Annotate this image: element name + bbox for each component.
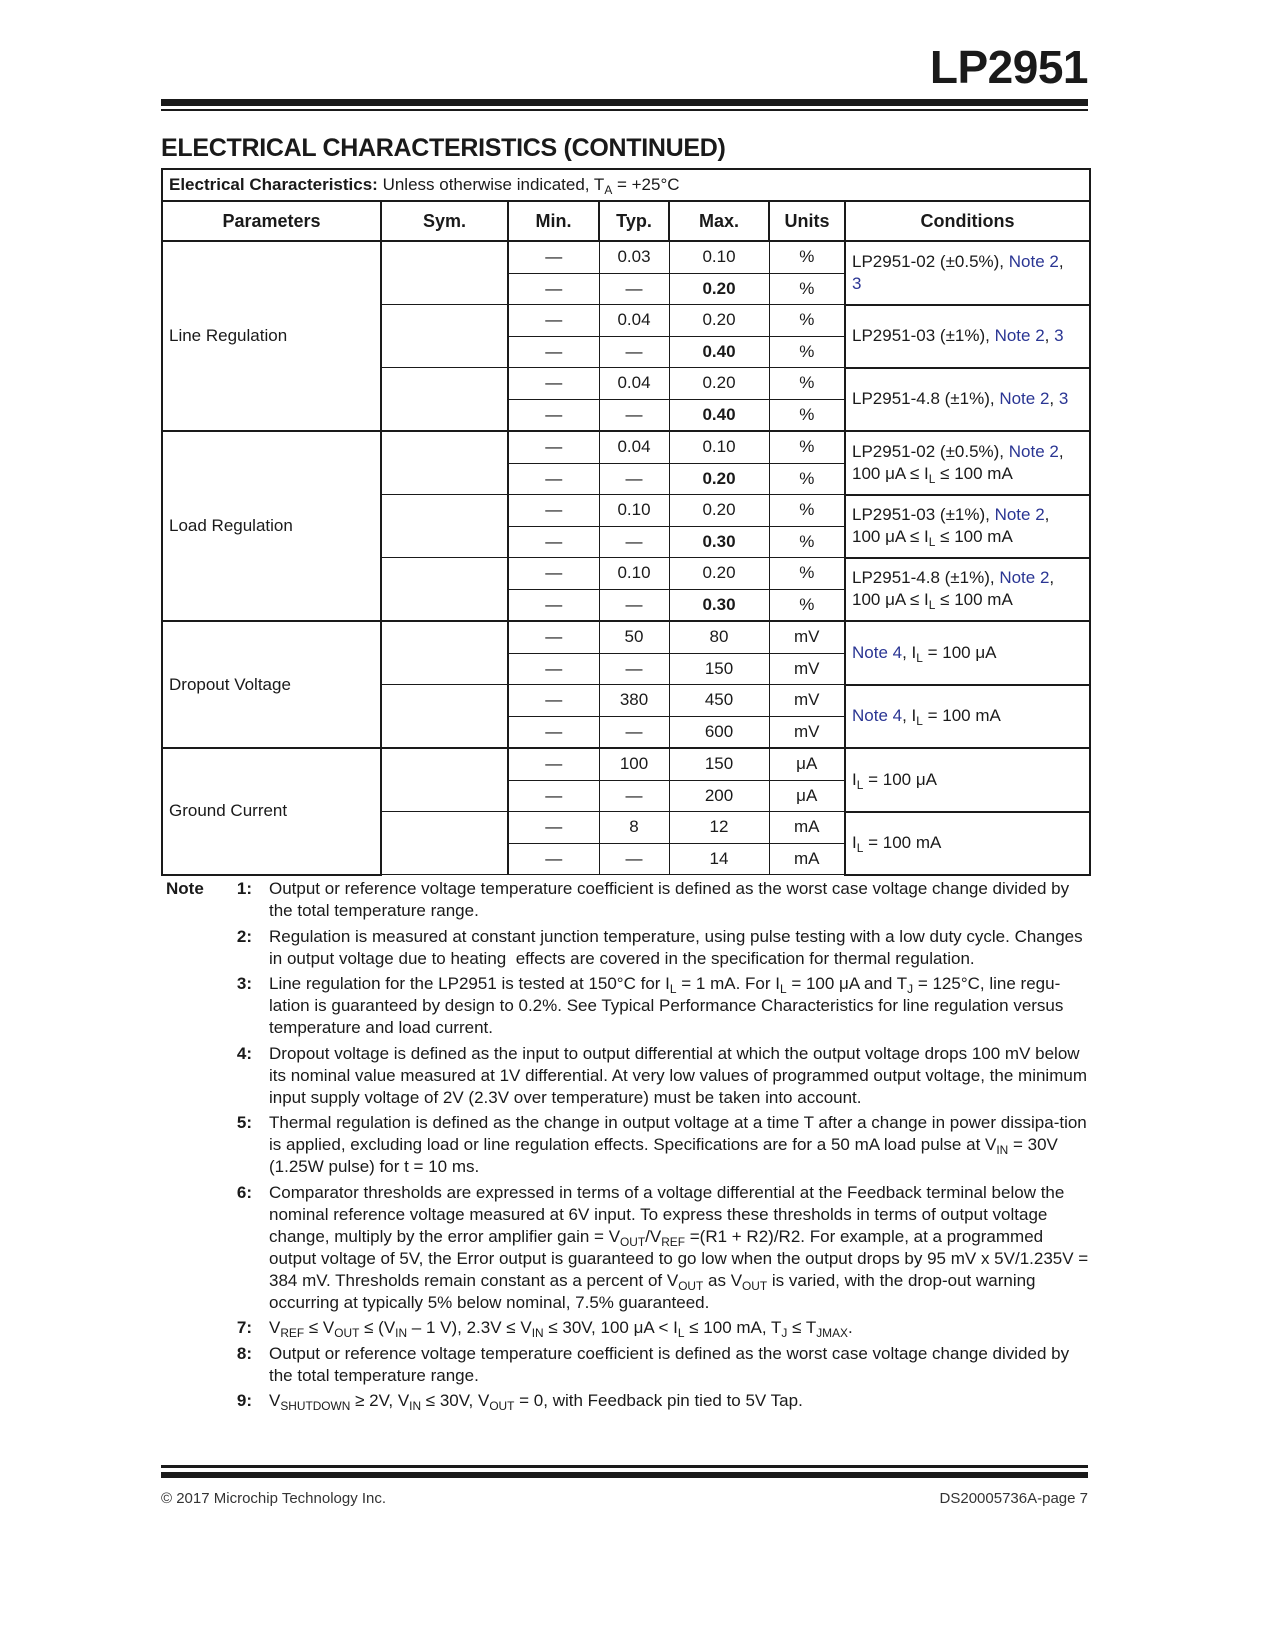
typ-cell: — [599,526,669,558]
note-text: Comparator thresholds are expressed in terms of a voltage differential at the Feedback terminal below the nominal reference voltage measured at 6V input. To express these thresholds in terms of output voltage change, multiply by the error amplifier gain = $V_{OUT}/V_{REF} =(R1 + R2)/R2$. For example, at a programmed output voltage of 5V, the Error output is guaranteed to go low when the output drops by 95 mV x 5V/1.235V = 384 mV. Thresholds remain constant as a percent of $V_{OUT}$ as $V_{OUT}$ is varied, with the drop-out warning occurring at typically 5% below nominal, 7.5% guaranteed. [269,1182,1089,1312]
note-text: $V_{SHUTDOWN} \ge 2V$, $V_{IN} \le 30V$, $V_{OUT} = 0$, with Feedback pin tied to 5V Tap. [269,1391,803,1413]
note-text: Output or reference voltage temperature coefficient is defined as the worst case voltage change divided by the total temperature range. [269,1343,1070,1385]
max-cell: 0.20 [669,273,769,305]
sym-cell [381,621,508,685]
note-number: 9: [236,1391,252,1410]
note-item [166,1112,1091,1178]
col-header-parameters: Parameters [162,201,381,241]
min-cell: — [508,748,599,780]
min-cell: — [508,399,599,431]
units-cell: mV [769,621,845,653]
note-link[interactable]: Note 2 [999,568,1050,588]
note-item [166,973,1091,1039]
min-cell: — [508,463,599,495]
typ-cell: — [599,336,669,368]
sym-cell [381,241,508,305]
conditions-cell: LP2951-02 (±0.5%), Note 2, 100 $\mu A \le I_L \le 100$ mA [845,431,1090,495]
max-cell: 0.20 [669,305,769,337]
max-cell: 0.10 [669,241,769,273]
note-number: 3: [236,974,252,993]
table-header-row [162,201,1090,241]
max-cell: 450 [669,685,769,717]
conditions-cell: LP2951-4.8 (±1%), Note 2, 3 [845,368,1090,432]
units-cell: % [769,558,845,590]
col-header-units: Units [769,201,845,241]
table-row [162,748,1090,780]
units-cell: mV [769,653,845,685]
units-cell: % [769,589,845,621]
units-cell: % [769,431,845,463]
note-link[interactable]: 3 [1058,389,1069,409]
note-link[interactable]: Note 4 [852,706,903,726]
max-cell: 0.40 [669,336,769,368]
typ-cell: 8 [599,812,669,844]
max-cell: 0.10 [669,431,769,463]
units-cell: μA [769,748,845,780]
parameter-cell: Load Regulation [162,431,381,621]
typ-cell: — [599,273,669,305]
typ-cell: 0.04 [599,431,669,463]
section-title: ELECTRICAL CHARACTERISTICS (CONTINUED) [161,134,726,162]
typ-cell: — [599,463,669,495]
units-cell: % [769,368,845,400]
note-item [166,878,1091,922]
header-rule [161,99,1088,111]
note-text: Line regulation for the LP2951 is tested at 150°C for $I_L = 1$ mA. For $I_L = 100$ μA and $T_J = 125^\circ C$, line regu-lation is guaranteed by design to 0.2%. See Typical Performance Characteristics for line regulation versus temperature and load current. [269,974,1064,1037]
note-text: Dropout voltage is defined as the input to output differential at which the output voltage drops 100 mV below its nominal value measured at 1V differential. At very low values of programmed output voltage, the minimum input supply voltage of 2V (2.3V over temperature) must be taken into account. [269,1043,1087,1107]
note-text: Output or reference voltage temperature coefficient is defined as the worst case voltage change divided by the total temperature range. [269,879,1070,920]
typ-cell: — [599,843,669,875]
table-caption: Electrical Characteristics: Unless otherwise indicated, $T_A = +25^\circ C$ [162,169,1090,201]
typ-cell: 50 [599,621,669,653]
sym-cell [381,685,508,749]
typ-cell: — [599,589,669,621]
units-cell: mA [769,843,845,875]
min-cell: — [508,621,599,653]
sym-cell [381,431,508,495]
max-cell: 80 [669,621,769,653]
units-cell: % [769,305,845,337]
footer-copyright: © 2017 Microchip Technology Inc. [161,1490,387,1507]
conditions-cell: LP2951-03 (±1%), Note 2, 100 $\mu A \le I_L \le 100$ mA [845,495,1090,558]
conditions-cell: $I_L = 100$ mA [845,812,1090,875]
note-number: 2: [236,926,252,946]
min-cell: — [508,558,599,590]
notes-section [166,878,1091,1416]
note-item [166,1317,1091,1339]
footer-rule [161,1465,1088,1478]
table-row [162,241,1090,273]
sym-cell [381,748,508,812]
min-cell: — [508,241,599,273]
max-cell: 0.40 [669,399,769,431]
min-cell: — [508,526,599,558]
note-link[interactable]: Note 2 [999,389,1050,409]
max-cell: 0.20 [669,495,769,527]
max-cell: 12 [669,812,769,844]
max-cell: 600 [669,716,769,748]
min-cell: — [508,812,599,844]
sym-cell [381,812,508,875]
typ-cell: 0.04 [599,305,669,337]
col-header-typ: Typ. [599,201,669,241]
sym-cell [381,368,508,432]
table-row [162,431,1090,463]
typ-cell: 100 [599,748,669,780]
col-header-min: Min. [508,201,599,241]
max-cell: 0.20 [669,463,769,495]
max-cell: 0.30 [669,589,769,621]
note-link[interactable]: Note 2 [1008,441,1059,461]
conditions-cell: LP2951-02 (±0.5%), Note 2, 3 [845,241,1090,305]
note-number: 6: [236,1182,252,1202]
min-cell: — [508,368,599,400]
typ-cell: — [599,399,669,431]
note-text: $V_{REF} \le V_{OUT} \le (V_{IN} - 1$ V), $2.3V \le V_{IN} \le 30V$, 100 $\mu A < I_L \le 100$ mA, $T_J \le T_{JMAX}$. [269,1318,853,1340]
max-cell: 150 [669,653,769,685]
units-cell: % [769,495,845,527]
conditions-cell: Note 4, $I_L = 100$ μA [845,621,1090,685]
min-cell: — [508,716,599,748]
min-cell: — [508,305,599,337]
note-link[interactable]: 3 [1054,326,1064,345]
parameter-cell: Ground Current [162,748,381,875]
note-item [166,1043,1091,1109]
units-cell: % [769,336,845,368]
typ-cell: 0.03 [599,241,669,273]
electrical-characteristics-table [161,168,1091,876]
units-cell: mV [769,685,845,717]
note-text: Thermal regulation is defined as the change in output voltage at a time T after a change in power dissipa-tion is applied, excluding load or line regulation effects. Specifications are for a 50 mA load pulse at $V_{IN} = 30V$ (1.25W pulse) for t = 10 ms. [269,1113,1087,1176]
note-link[interactable]: Note 4 [852,642,903,662]
max-cell: 14 [669,843,769,875]
note-link[interactable]: Note 2 [994,505,1045,524]
units-cell: % [769,273,845,305]
note-item [166,1182,1091,1314]
note-text: Regulation is measured at constant junction temperature, using pulse testing with a low duty cycle. Changes in output voltage due to heating effects are covered in the specification for thermal regulation. [269,926,1083,968]
conditions-cell: LP2951-03 (±1%), Note 2, 3 [845,305,1090,368]
note-number: 4: [236,1043,252,1063]
min-cell: — [508,653,599,685]
min-cell: — [508,431,599,463]
min-cell: — [508,495,599,527]
units-cell: % [769,526,845,558]
note-item [166,926,1091,970]
min-cell: — [508,336,599,368]
note-item [166,1390,1091,1412]
col-header-conditions: Conditions [845,201,1090,241]
typ-cell: — [599,716,669,748]
footer-page-ref: DS20005736A-page 7 [939,1490,1088,1507]
min-cell: — [508,685,599,717]
conditions-cell: Note 4, $I_L = 100$ mA [845,685,1090,749]
units-cell: mV [769,716,845,748]
note-number: 8: [236,1343,252,1363]
table-row [162,621,1090,653]
note-number: 5: [236,1113,252,1132]
note-link[interactable]: Note 2 [1008,251,1059,271]
typ-cell: — [599,653,669,685]
max-cell: 0.30 [669,526,769,558]
units-cell: % [769,399,845,431]
typ-cell: 0.10 [599,558,669,590]
units-cell: % [769,463,845,495]
page-title: LP2951 [929,41,1088,93]
note-number: Note 1: [166,879,252,898]
max-cell: 200 [669,780,769,812]
note-link[interactable]: 3 [852,273,862,293]
min-cell: — [508,273,599,305]
col-header-sym: Sym. [381,201,508,241]
sym-cell [381,558,508,622]
note-number: 7: [236,1318,252,1337]
conditions-cell: $I_L = 100$ μA [845,748,1090,812]
max-cell: 0.20 [669,368,769,400]
units-cell: mA [769,812,845,844]
typ-cell: — [599,780,669,812]
conditions-cell: LP2951-4.8 (±1%), Note 2, 100 $\mu A \le I_L \le 100$ mA [845,558,1090,622]
typ-cell: 0.04 [599,368,669,400]
min-cell: — [508,780,599,812]
note-item [166,1343,1091,1387]
typ-cell: 380 [599,685,669,717]
note-link[interactable]: Note 2 [994,326,1045,345]
min-cell: — [508,589,599,621]
parameter-cell: Dropout Voltage [162,621,381,748]
max-cell: 0.20 [669,558,769,590]
col-header-max: Max. [669,201,769,241]
units-cell: μA [769,780,845,812]
parameter-cell: Line Regulation [162,241,381,431]
max-cell: 150 [669,748,769,780]
min-cell: — [508,843,599,875]
sym-cell [381,495,508,558]
sym-cell [381,305,508,368]
typ-cell: 0.10 [599,495,669,527]
units-cell: % [769,241,845,273]
